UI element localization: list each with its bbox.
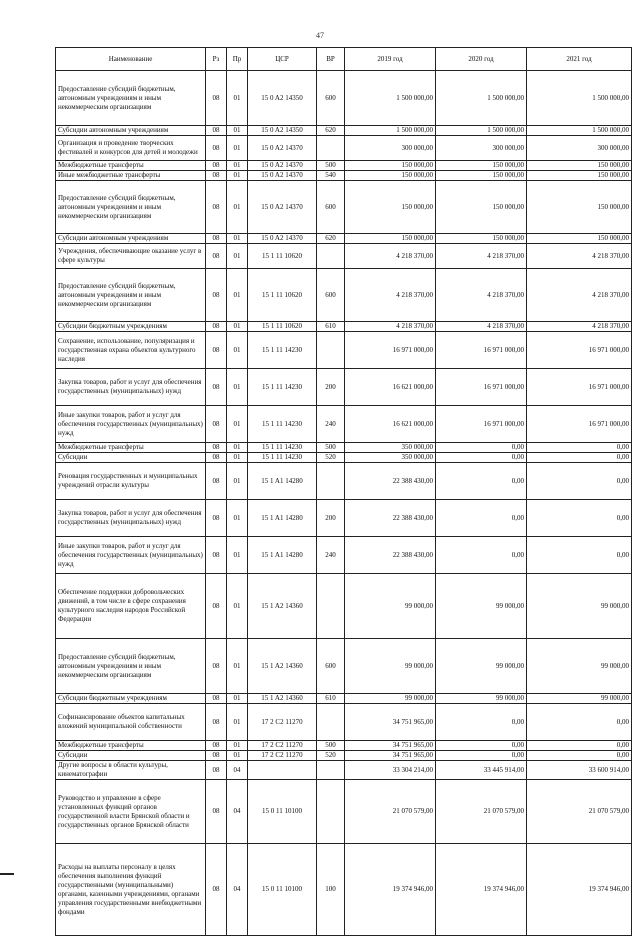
cell-y2020: 16 971 000,00 [436, 369, 527, 406]
cell-csr: 15 1 11 10620 [248, 322, 317, 332]
cell-name: Субсидии [56, 453, 206, 463]
cell-rz: 08 [206, 332, 227, 369]
cell-y2021: 0,00 [527, 704, 632, 741]
cell-pr: 01 [227, 741, 248, 751]
cell-vr [317, 463, 345, 500]
cell-rz: 08 [206, 71, 227, 126]
table-row [56, 369, 632, 406]
col-header: 2019 год [345, 48, 436, 71]
cell-name: Предоставление субсидий бюджетным, автономным учреждениям и иным некоммерческим организациям [56, 269, 206, 322]
cell-csr: 15 1 A1 14280 [248, 500, 317, 537]
table-row [56, 639, 632, 694]
cell-name: Софинансирование объектов капитальных вложений муниципальной собственности [56, 704, 206, 741]
cell-y2020: 19 374 946,00 [436, 844, 527, 936]
cell-rz: 08 [206, 234, 227, 244]
cell-y2019: 350 000,00 [345, 443, 436, 453]
cell-pr: 01 [227, 332, 248, 369]
cell-vr: 200 [317, 369, 345, 406]
cell-pr: 01 [227, 71, 248, 126]
cell-pr: 01 [227, 136, 248, 161]
cell-y2019: 34 751 965,00 [345, 741, 436, 751]
cell-rz: 08 [206, 369, 227, 406]
cell-y2020: 150 000,00 [436, 171, 527, 181]
cell-pr: 01 [227, 751, 248, 761]
cell-csr: 15 0 A2 14370 [248, 234, 317, 244]
cell-y2021: 0,00 [527, 443, 632, 453]
cell-vr: 600 [317, 269, 345, 322]
cell-rz: 08 [206, 269, 227, 322]
cell-y2019: 300 000,00 [345, 136, 436, 161]
cell-y2021: 0,00 [527, 453, 632, 463]
cell-vr [317, 244, 345, 269]
cell-pr: 04 [227, 780, 248, 844]
cell-vr: 200 [317, 500, 345, 537]
cell-y2021: 0,00 [527, 500, 632, 537]
cell-csr: 15 1 A2 14360 [248, 694, 317, 704]
cell-y2019: 350 000,00 [345, 453, 436, 463]
table-row [56, 332, 632, 369]
cell-y2019: 4 218 370,00 [345, 322, 436, 332]
cell-vr: 100 [317, 844, 345, 936]
cell-y2021: 21 070 579,00 [527, 780, 632, 844]
cell-rz: 08 [206, 161, 227, 171]
budget-table [55, 47, 632, 936]
cell-y2019: 34 751 965,00 [345, 751, 436, 761]
cell-csr: 15 1 A2 14360 [248, 639, 317, 694]
cell-y2021: 16 971 000,00 [527, 369, 632, 406]
cell-csr: 17 2 C2 11270 [248, 741, 317, 751]
table-row [56, 71, 632, 126]
cell-y2021: 150 000,00 [527, 181, 632, 234]
cell-vr [317, 780, 345, 844]
cell-y2021: 4 218 370,00 [527, 269, 632, 322]
cell-y2020: 0,00 [436, 537, 527, 574]
cell-pr: 01 [227, 161, 248, 171]
cell-y2021: 300 000,00 [527, 136, 632, 161]
cell-y2019: 22 388 430,00 [345, 537, 436, 574]
table-row [56, 234, 632, 244]
cell-name: Иные межбюджетные трансферты [56, 171, 206, 181]
cell-vr: 240 [317, 537, 345, 574]
cell-y2019: 22 388 430,00 [345, 463, 436, 500]
cell-csr: 15 1 11 14230 [248, 443, 317, 453]
cell-vr: 540 [317, 171, 345, 181]
cell-pr: 01 [227, 574, 248, 639]
cell-y2020: 99 000,00 [436, 574, 527, 639]
cell-y2021: 1 500 000,00 [527, 71, 632, 126]
cell-y2021: 4 218 370,00 [527, 244, 632, 269]
table-row [56, 269, 632, 322]
cell-y2020: 0,00 [436, 453, 527, 463]
cell-y2021: 99 000,00 [527, 694, 632, 704]
cell-y2019: 16 971 000,00 [345, 332, 436, 369]
cell-y2019: 16 621 000,00 [345, 369, 436, 406]
cell-vr: 610 [317, 694, 345, 704]
cell-csr: 15 0 A2 14370 [248, 161, 317, 171]
col-header: Наименование [56, 48, 206, 71]
col-header: ЦСР [248, 48, 317, 71]
page-number: 47 [316, 31, 324, 40]
table-row [56, 500, 632, 537]
cell-y2019: 150 000,00 [345, 161, 436, 171]
cell-y2021: 16 971 000,00 [527, 332, 632, 369]
col-header: 2020 год [436, 48, 527, 71]
col-header: Рз [206, 48, 227, 71]
cell-y2021: 0,00 [527, 537, 632, 574]
cell-name: Межбюджетные трансферты [56, 443, 206, 453]
cell-pr: 01 [227, 269, 248, 322]
cell-name: Учреждения, обеспечивающие оказание услуг в сфере культуры [56, 244, 206, 269]
cell-rz: 08 [206, 844, 227, 936]
cell-rz: 08 [206, 136, 227, 161]
cell-name: Закупка товаров, работ и услуг для обеспечения государственных (муниципальных) нужд [56, 500, 206, 537]
cell-y2019: 4 218 370,00 [345, 244, 436, 269]
cell-rz: 08 [206, 704, 227, 741]
cell-y2020: 1 500 000,00 [436, 126, 527, 136]
table-row [56, 844, 632, 936]
cell-pr: 01 [227, 244, 248, 269]
cell-csr: 15 1 11 14230 [248, 369, 317, 406]
cell-name: Обеспечение поддержки добровольческих движений, в том числе в сфере сохранения культурного наследия народов Российской Федерации [56, 574, 206, 639]
table-row [56, 136, 632, 161]
table-row [56, 244, 632, 269]
cell-csr: 15 1 11 10620 [248, 244, 317, 269]
cell-y2020: 0,00 [436, 463, 527, 500]
cell-pr: 01 [227, 463, 248, 500]
cell-y2021: 0,00 [527, 741, 632, 751]
cell-y2020: 4 218 370,00 [436, 244, 527, 269]
cell-y2021: 4 218 370,00 [527, 322, 632, 332]
cell-y2020: 0,00 [436, 751, 527, 761]
cell-rz: 08 [206, 537, 227, 574]
cell-y2019: 34 751 965,00 [345, 704, 436, 741]
cell-csr: 15 1 11 14230 [248, 406, 317, 443]
cell-y2019: 33 304 214,00 [345, 761, 436, 780]
table-row [56, 406, 632, 443]
cell-rz: 08 [206, 780, 227, 844]
cell-csr: 15 0 A2 14350 [248, 71, 317, 126]
cell-pr: 01 [227, 500, 248, 537]
cell-csr: 15 1 11 14230 [248, 332, 317, 369]
table-row [56, 126, 632, 136]
cell-rz: 08 [206, 126, 227, 136]
cell-pr: 01 [227, 126, 248, 136]
cell-rz: 08 [206, 574, 227, 639]
cell-y2021: 0,00 [527, 463, 632, 500]
cell-vr: 500 [317, 161, 345, 171]
cell-csr: 15 1 A1 14280 [248, 537, 317, 574]
cell-rz: 08 [206, 453, 227, 463]
cell-name: Субсидии бюджетным учреждениям [56, 694, 206, 704]
cell-vr: 600 [317, 71, 345, 126]
cell-y2019: 99 000,00 [345, 639, 436, 694]
cell-y2020: 150 000,00 [436, 161, 527, 171]
cell-pr: 01 [227, 443, 248, 453]
cell-pr: 01 [227, 537, 248, 574]
cell-y2021: 150 000,00 [527, 171, 632, 181]
cell-vr: 500 [317, 741, 345, 751]
cell-y2019: 22 388 430,00 [345, 500, 436, 537]
cell-rz: 08 [206, 171, 227, 181]
cell-y2020: 0,00 [436, 704, 527, 741]
cell-name: Субсидии автономным учреждениям [56, 234, 206, 244]
cell-y2021: 19 374 946,00 [527, 844, 632, 936]
cell-y2020: 33 445 914,00 [436, 761, 527, 780]
cell-csr: 17 2 C2 11270 [248, 751, 317, 761]
cell-vr: 600 [317, 639, 345, 694]
cell-pr: 01 [227, 234, 248, 244]
cell-rz: 08 [206, 500, 227, 537]
col-header: Пр [227, 48, 248, 71]
cell-y2020: 1 500 000,00 [436, 71, 527, 126]
cell-y2020: 16 971 000,00 [436, 332, 527, 369]
cell-y2019: 21 070 579,00 [345, 780, 436, 844]
cell-name: Предоставление субсидий бюджетным, автономным учреждениям и иным некоммерческим организациям [56, 71, 206, 126]
cell-y2020: 99 000,00 [436, 694, 527, 704]
cell-y2019: 99 000,00 [345, 574, 436, 639]
cell-name: Закупка товаров, работ и услуг для обеспечения государственных (муниципальных) нужд [56, 369, 206, 406]
cell-y2021: 99 000,00 [527, 574, 632, 639]
cell-y2021: 16 971 000,00 [527, 406, 632, 443]
cell-vr [317, 761, 345, 780]
cell-csr: 15 1 11 10620 [248, 269, 317, 322]
cell-rz: 08 [206, 244, 227, 269]
cell-csr: 15 0 A2 14370 [248, 136, 317, 161]
cell-vr: 520 [317, 453, 345, 463]
table-row [56, 741, 632, 751]
cell-y2021: 33 600 914,00 [527, 761, 632, 780]
cell-pr: 01 [227, 453, 248, 463]
cell-rz: 08 [206, 406, 227, 443]
cell-name: Субсидии автономным учреждениям [56, 126, 206, 136]
cell-vr: 500 [317, 443, 345, 453]
cell-name: Организация и проведение творческих фестивалей и конкурсов для детей и молодежи [56, 136, 206, 161]
cell-name: Предоставление субсидий бюджетным, автономным учреждениям и иным некоммерческим организациям [56, 639, 206, 694]
cell-y2020: 4 218 370,00 [436, 322, 527, 332]
cell-y2019: 4 218 370,00 [345, 269, 436, 322]
cell-csr: 15 1 A1 14280 [248, 463, 317, 500]
header-row [56, 48, 632, 71]
cell-y2020: 0,00 [436, 500, 527, 537]
table-row [56, 704, 632, 741]
cell-y2020: 21 070 579,00 [436, 780, 527, 844]
cell-y2021: 150 000,00 [527, 234, 632, 244]
cell-vr: 240 [317, 406, 345, 443]
cell-y2021: 150 000,00 [527, 161, 632, 171]
cell-rz: 08 [206, 741, 227, 751]
cell-vr: 620 [317, 126, 345, 136]
cell-pr: 01 [227, 406, 248, 443]
cell-name: Субсидии бюджетным учреждениям [56, 322, 206, 332]
cell-rz: 08 [206, 322, 227, 332]
table-row [56, 574, 632, 639]
table-row [56, 537, 632, 574]
cell-vr: 610 [317, 322, 345, 332]
table-row [56, 453, 632, 463]
edge-mark [0, 873, 14, 875]
cell-pr: 01 [227, 322, 248, 332]
cell-y2020: 99 000,00 [436, 639, 527, 694]
cell-csr: 15 0 A2 14350 [248, 126, 317, 136]
table-row [56, 181, 632, 234]
table-row [56, 751, 632, 761]
cell-y2020: 150 000,00 [436, 234, 527, 244]
table-row [56, 780, 632, 844]
cell-y2021: 1 500 000,00 [527, 126, 632, 136]
cell-csr: 15 0 A2 14370 [248, 181, 317, 234]
cell-vr [317, 332, 345, 369]
cell-y2020: 0,00 [436, 741, 527, 751]
cell-pr: 04 [227, 761, 248, 780]
cell-y2019: 1 500 000,00 [345, 126, 436, 136]
cell-pr: 01 [227, 704, 248, 741]
cell-y2019: 150 000,00 [345, 171, 436, 181]
cell-name: Реновация государственных и муниципальных учреждений отрасли культуры [56, 463, 206, 500]
cell-y2021: 99 000,00 [527, 639, 632, 694]
cell-rz: 08 [206, 761, 227, 780]
cell-csr [248, 761, 317, 780]
cell-y2019: 150 000,00 [345, 181, 436, 234]
cell-y2019: 99 000,00 [345, 694, 436, 704]
cell-rz: 08 [206, 639, 227, 694]
cell-csr: 17 2 C2 11270 [248, 704, 317, 741]
cell-y2019: 150 000,00 [345, 234, 436, 244]
cell-vr: 600 [317, 181, 345, 234]
table-row [56, 761, 632, 780]
cell-rz: 08 [206, 694, 227, 704]
cell-y2019: 1 500 000,00 [345, 71, 436, 126]
table-row [56, 171, 632, 181]
cell-y2020: 150 000,00 [436, 181, 527, 234]
cell-name: Иные закупки товаров, работ и услуг для обеспечения государственных (муниципальных) нужд [56, 537, 206, 574]
cell-name: Предоставление субсидий бюджетным, автономным учреждениям и иным некоммерческим организациям [56, 181, 206, 234]
cell-rz: 08 [206, 751, 227, 761]
cell-vr: 520 [317, 751, 345, 761]
col-header: ВР [317, 48, 345, 71]
table-row [56, 322, 632, 332]
cell-y2019: 19 374 946,00 [345, 844, 436, 936]
cell-y2020: 4 218 370,00 [436, 269, 527, 322]
cell-name: Сохранение, использование, популяризация и государственная охрана объектов культурного наследия [56, 332, 206, 369]
cell-pr: 01 [227, 639, 248, 694]
cell-csr: 15 0 A2 14370 [248, 171, 317, 181]
cell-vr [317, 704, 345, 741]
cell-name: Расходы на выплаты персоналу в целях обеспечения выполнения функций государственными (муниципальными) органами, казенными учреждениями, органами управления государственными внебюджетными фондами [56, 844, 206, 936]
cell-pr: 04 [227, 844, 248, 936]
cell-vr [317, 136, 345, 161]
table-row [56, 463, 632, 500]
cell-name: Субсидии [56, 751, 206, 761]
table-row [56, 694, 632, 704]
cell-name: Межбюджетные трансферты [56, 161, 206, 171]
cell-vr [317, 574, 345, 639]
cell-csr: 15 0 11 10100 [248, 844, 317, 936]
cell-pr: 01 [227, 181, 248, 234]
cell-pr: 01 [227, 694, 248, 704]
col-header: 2021 год [527, 48, 632, 71]
cell-name: Межбюджетные трансферты [56, 741, 206, 751]
cell-csr: 15 1 11 14230 [248, 453, 317, 463]
cell-pr: 01 [227, 171, 248, 181]
cell-name: Руководство и управление в сфере установленных функций органов государственной власти Брянской области и государственных органов Брянской области [56, 780, 206, 844]
cell-csr: 15 0 11 10100 [248, 780, 317, 844]
cell-rz: 08 [206, 443, 227, 453]
cell-name: Иные закупки товаров, работ и услуг для обеспечения государственных (муниципальных) нужд [56, 406, 206, 443]
table-row [56, 161, 632, 171]
cell-y2021: 0,00 [527, 751, 632, 761]
cell-y2020: 16 971 000,00 [436, 406, 527, 443]
cell-y2019: 16 621 000,00 [345, 406, 436, 443]
cell-rz: 08 [206, 463, 227, 500]
table-row [56, 443, 632, 453]
cell-y2020: 300 000,00 [436, 136, 527, 161]
cell-name: Другие вопросы в области культуры, кинематографии [56, 761, 206, 780]
cell-rz: 08 [206, 181, 227, 234]
cell-pr: 01 [227, 369, 248, 406]
cell-csr: 15 1 A2 14360 [248, 574, 317, 639]
cell-y2020: 0,00 [436, 443, 527, 453]
cell-vr: 620 [317, 234, 345, 244]
